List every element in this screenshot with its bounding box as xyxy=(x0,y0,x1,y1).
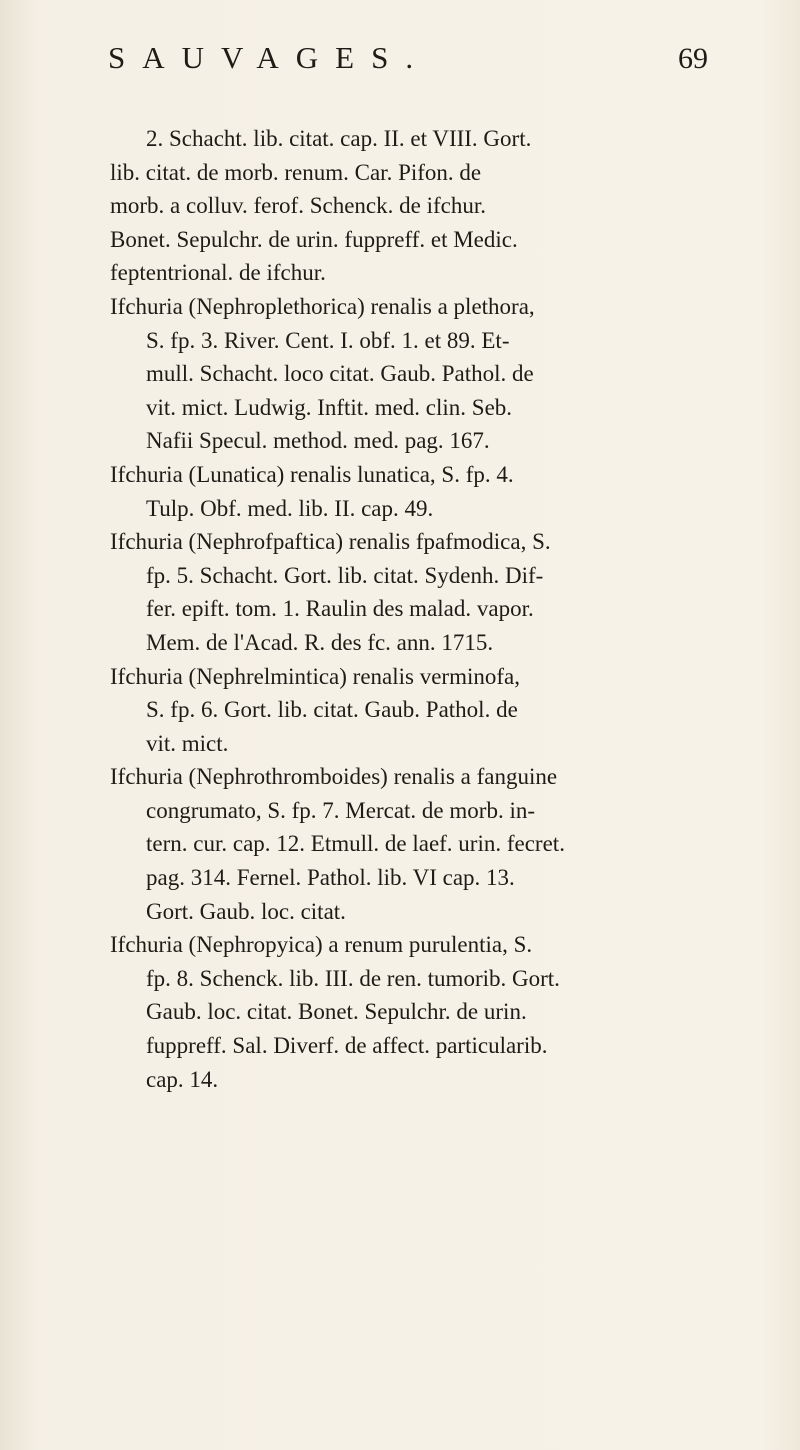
text-line: lib. citat. de morb. renum. Car. Pifon. de xyxy=(110,159,482,185)
text-line: S. fp. 3. River. Cent. I. obf. 1. et 89. Et- xyxy=(146,327,510,353)
text-line: 2. Schacht. lib. citat. cap. II. et VIII. Gort. xyxy=(146,126,532,151)
text-line: morb. a colluv. ferof. Schenck. de ifchur. xyxy=(110,193,486,219)
text-line: Nafii Specul. method. med. pag. 167. xyxy=(146,428,490,454)
text-line: fp. 8. Schenck. lib. III. de ren. tumorib. Gort. xyxy=(146,965,560,991)
text-line: fer. epift. tom. 1. Raulin des malad. vapor. xyxy=(146,596,534,622)
text-line: fuppreff. Sal. Diverf. de affect. particularib. xyxy=(146,1033,548,1059)
text-line: Ifchuria (Lunatica) renalis lunatica, S. fp. 4. xyxy=(110,461,514,487)
text-line: S. fp. 6. Gort. lib. citat. Gaub. Pathol. de xyxy=(146,697,518,723)
text-line: Ifchuria (Nephrelmintica) renalis verminofa, xyxy=(110,663,520,689)
body-text xyxy=(110,122,698,1096)
text-line: Gort. Gaub. loc. citat. xyxy=(146,898,346,924)
text-line: tern. cur. cap. 12. Etmull. de laef. urin. fecret. xyxy=(146,831,565,857)
text-line: Bonet. Sepulchr. de urin. fuppreff. et Medic. xyxy=(110,226,518,252)
page-number: 69 xyxy=(678,42,708,75)
text-line: Ifchuria (Nephroplethorica) renalis a plethora, xyxy=(110,293,535,319)
text-line: Ifchuria (Nephropyica) a renum purulentia, S. xyxy=(110,932,533,958)
page-header xyxy=(108,40,708,76)
running-title: SAUVAGES. xyxy=(108,40,431,75)
text-line: pag. 314. Fernel. Pathol. lib. VI cap. 13. xyxy=(146,865,515,891)
text-line: mull. Schacht. loco citat. Gaub. Pathol. de xyxy=(146,361,534,387)
text-line: Mem. de l'Acad. R. des fc. ann. 1715. xyxy=(146,629,494,655)
text-line: Tulp. Obf. med. lib. II. cap. 49. xyxy=(146,495,434,521)
text-line: feptentrional. de ifchur. xyxy=(110,260,326,286)
text-line: cap. 14. xyxy=(146,1066,219,1092)
text-line: congrumato, S. fp. 7. Mercat. de morb. in- xyxy=(146,797,535,823)
text-line: Ifchuria (Nephrofpaftica) renalis fpafmodica, S. xyxy=(110,529,551,555)
text-line: vit. mict. Ludwig. Inftit. med. clin. Seb. xyxy=(146,394,513,420)
text-line: Ifchuria (Nephrothromboides) renalis a fanguine xyxy=(110,764,558,790)
text-line: fp. 5. Schacht. Gort. lib. citat. Sydenh. Dif- xyxy=(146,562,544,588)
text-line: vit. mict. xyxy=(146,730,229,756)
text-line: Gaub. loc. citat. Bonet. Sepulchr. de urin. xyxy=(146,999,527,1025)
